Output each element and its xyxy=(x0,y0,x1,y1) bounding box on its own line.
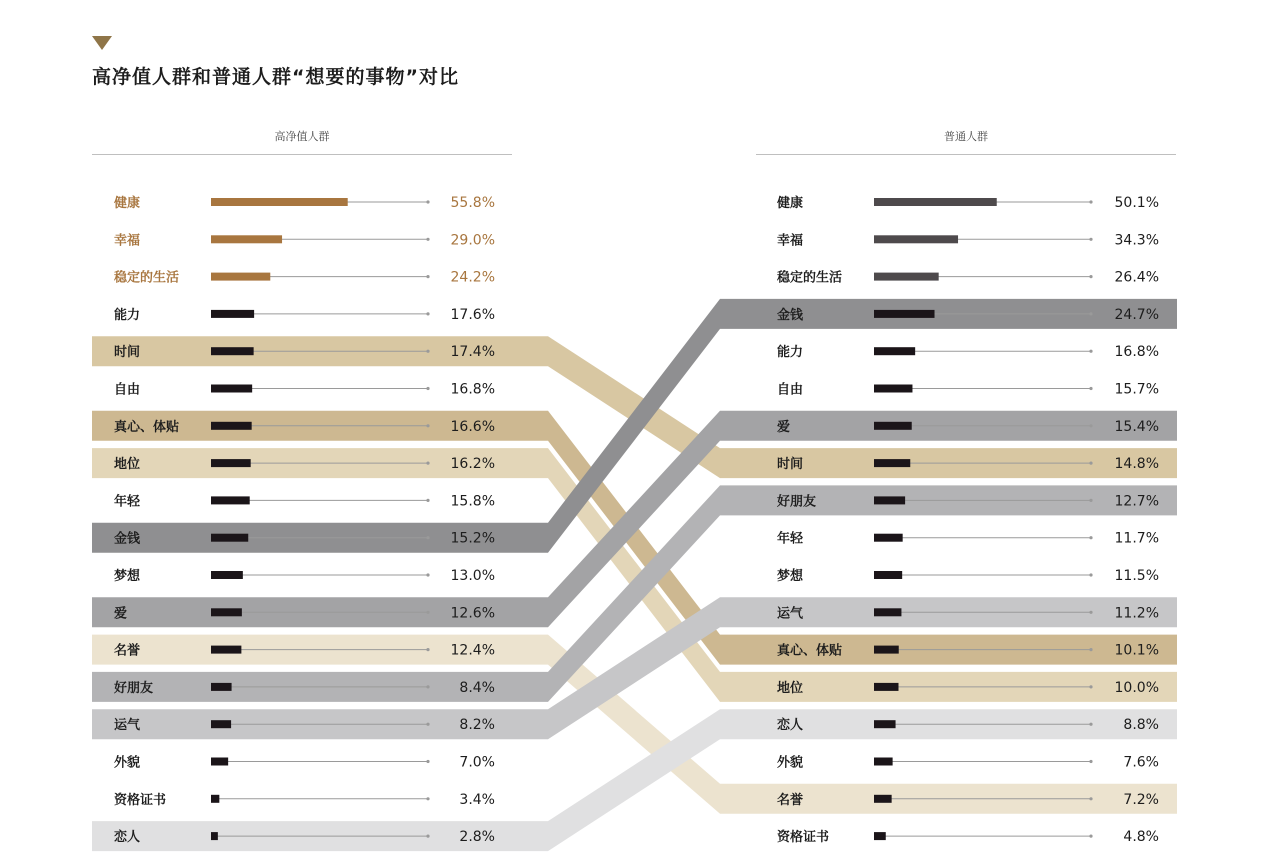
guide-dot xyxy=(426,573,429,576)
guide-dot xyxy=(426,238,429,241)
value-label: 15.8% xyxy=(450,493,495,510)
value-label: 12.4% xyxy=(450,642,495,659)
category-label: 能力 xyxy=(777,345,804,361)
value-label: 26.4% xyxy=(1114,269,1159,286)
category-label: 外貌 xyxy=(114,755,141,771)
value-bar xyxy=(211,608,242,616)
value-bar xyxy=(211,758,228,766)
guide-dot xyxy=(426,462,429,465)
value-label: 14.8% xyxy=(1114,456,1159,473)
value-label: 12.6% xyxy=(450,605,495,622)
guide-dot xyxy=(1089,238,1092,241)
guide-dot xyxy=(426,536,429,539)
value-label: 16.2% xyxy=(450,456,495,473)
guide-dot xyxy=(426,835,429,838)
value-bar xyxy=(874,459,910,467)
value-bar xyxy=(874,198,997,206)
value-label: 7.6% xyxy=(1123,754,1159,771)
value-label: 8.4% xyxy=(459,679,495,696)
value-label: 7.0% xyxy=(459,754,495,771)
guide-dot xyxy=(1089,797,1092,800)
category-label: 金钱 xyxy=(114,531,141,547)
category-label: 金钱 xyxy=(777,307,804,323)
value-label: 3.4% xyxy=(459,791,495,808)
value-label: 15.4% xyxy=(1114,418,1159,435)
right-column-title: 普通人群 xyxy=(944,130,988,143)
value-label: 8.8% xyxy=(1123,717,1159,734)
category-label: 真心、体贴 xyxy=(777,643,843,659)
category-label: 运气 xyxy=(777,606,804,622)
value-bar xyxy=(211,795,219,803)
guide-dot xyxy=(426,387,429,390)
value-bar xyxy=(874,571,902,579)
guide-dot xyxy=(426,760,429,763)
value-label: 17.4% xyxy=(450,344,495,361)
value-bar xyxy=(874,422,912,430)
category-label: 真心、体贴 xyxy=(114,419,180,435)
category-label: 外貌 xyxy=(777,755,804,771)
value-label: 11.5% xyxy=(1114,568,1159,584)
value-bar xyxy=(211,646,241,654)
value-label: 16.8% xyxy=(1114,344,1159,361)
guide-dot xyxy=(426,499,429,502)
category-label: 稳定的生活 xyxy=(777,270,843,286)
value-bar xyxy=(211,235,282,243)
value-bar xyxy=(211,534,248,542)
category-label: 年轻 xyxy=(114,494,141,510)
chart-title: 高净值人群和普通人群“想要的事物”对比 xyxy=(92,66,459,88)
value-label: 8.2% xyxy=(459,717,495,734)
guide-dot xyxy=(426,312,429,315)
value-label: 24.7% xyxy=(1114,306,1159,323)
value-bar xyxy=(874,683,899,691)
category-label: 幸福 xyxy=(777,233,804,249)
value-bar xyxy=(874,385,912,393)
category-label: 时间 xyxy=(777,457,804,473)
guide-dot xyxy=(1089,312,1092,315)
guide-dot xyxy=(1089,573,1092,576)
guide-dot xyxy=(426,648,429,651)
value-bar xyxy=(211,310,254,318)
value-label: 16.8% xyxy=(450,381,495,398)
left-column-title: 高净值人群 xyxy=(274,130,330,143)
value-label: 17.6% xyxy=(450,306,495,323)
value-bar xyxy=(874,347,915,355)
value-bar xyxy=(211,198,348,206)
category-label: 自由 xyxy=(114,382,141,398)
guide-dot xyxy=(1089,648,1092,651)
value-bar xyxy=(211,571,243,579)
category-label: 好朋友 xyxy=(114,680,154,696)
guide-dot xyxy=(426,685,429,688)
category-label: 运气 xyxy=(114,718,141,734)
value-bar xyxy=(211,273,270,281)
value-bar xyxy=(874,310,935,318)
value-bar xyxy=(874,534,903,542)
value-bar xyxy=(211,459,251,467)
value-bar xyxy=(211,385,252,393)
value-bar xyxy=(211,496,250,504)
category-label: 幸福 xyxy=(114,233,141,249)
value-bar xyxy=(874,795,892,803)
value-bar xyxy=(874,235,958,243)
guide-dot xyxy=(1089,499,1092,502)
guide-dot xyxy=(426,275,429,278)
value-bar xyxy=(211,347,254,355)
guide-dot xyxy=(1089,387,1092,390)
category-label: 恋人 xyxy=(777,718,804,734)
category-label: 恋人 xyxy=(114,830,141,846)
category-label: 自由 xyxy=(777,382,804,398)
value-label: 2.8% xyxy=(459,829,495,846)
guide-dot xyxy=(1089,424,1092,427)
value-bar xyxy=(874,646,899,654)
value-label: 15.7% xyxy=(1114,381,1159,398)
category-label: 稳定的生活 xyxy=(114,270,180,286)
category-label: 好朋友 xyxy=(777,494,817,510)
value-label: 29.0% xyxy=(450,232,495,249)
value-label: 55.8% xyxy=(450,195,495,211)
value-bar xyxy=(211,422,252,430)
category-label: 爱 xyxy=(777,419,791,435)
guide-dot xyxy=(1089,685,1092,688)
value-label: 13.0% xyxy=(450,568,495,584)
category-label: 资格证书 xyxy=(114,792,167,808)
value-bar xyxy=(874,273,939,281)
guide-dot xyxy=(426,424,429,427)
value-bar xyxy=(874,832,886,840)
guide-dot xyxy=(1089,723,1092,726)
category-label: 梦想 xyxy=(777,569,804,584)
value-bar xyxy=(211,683,232,691)
value-label: 10.0% xyxy=(1114,679,1159,696)
category-label: 名誉 xyxy=(114,643,141,659)
category-label: 爱 xyxy=(114,606,128,622)
category-label: 健康 xyxy=(114,196,141,211)
guide-dot xyxy=(1089,760,1092,763)
guide-dot xyxy=(426,350,429,353)
value-label: 4.8% xyxy=(1123,829,1159,846)
guide-dot xyxy=(1089,835,1092,838)
value-bar xyxy=(211,720,231,728)
value-bar xyxy=(211,832,218,840)
category-label: 梦想 xyxy=(114,569,141,584)
category-label: 年轻 xyxy=(777,531,804,547)
category-label: 地位 xyxy=(114,457,141,473)
value-bar xyxy=(874,720,896,728)
value-label: 15.2% xyxy=(450,530,495,547)
value-bar xyxy=(874,608,901,616)
guide-dot xyxy=(426,200,429,203)
value-label: 11.7% xyxy=(1114,530,1159,547)
value-label: 24.2% xyxy=(450,269,495,286)
category-label: 名誉 xyxy=(777,792,804,808)
guide-dot xyxy=(1089,275,1092,278)
value-label: 7.2% xyxy=(1123,791,1159,808)
value-label: 16.6% xyxy=(450,418,495,435)
guide-dot xyxy=(1089,611,1092,614)
value-bar xyxy=(874,758,893,766)
guide-dot xyxy=(1089,462,1092,465)
category-label: 能力 xyxy=(114,307,141,323)
guide-dot xyxy=(1089,200,1092,203)
value-bar xyxy=(874,496,905,504)
guide-dot xyxy=(426,723,429,726)
value-label: 12.7% xyxy=(1114,493,1159,510)
category-label: 时间 xyxy=(114,345,141,361)
guide-dot xyxy=(1089,536,1092,539)
value-label: 11.2% xyxy=(1114,605,1159,622)
guide-dot xyxy=(1089,350,1092,353)
category-label: 资格证书 xyxy=(777,830,830,846)
guide-dot xyxy=(426,611,429,614)
value-label: 10.1% xyxy=(1114,642,1159,659)
category-label: 地位 xyxy=(777,680,804,696)
category-label: 健康 xyxy=(777,196,804,211)
guide-dot xyxy=(426,797,429,800)
value-label: 50.1% xyxy=(1114,195,1159,211)
value-label: 34.3% xyxy=(1114,232,1159,249)
